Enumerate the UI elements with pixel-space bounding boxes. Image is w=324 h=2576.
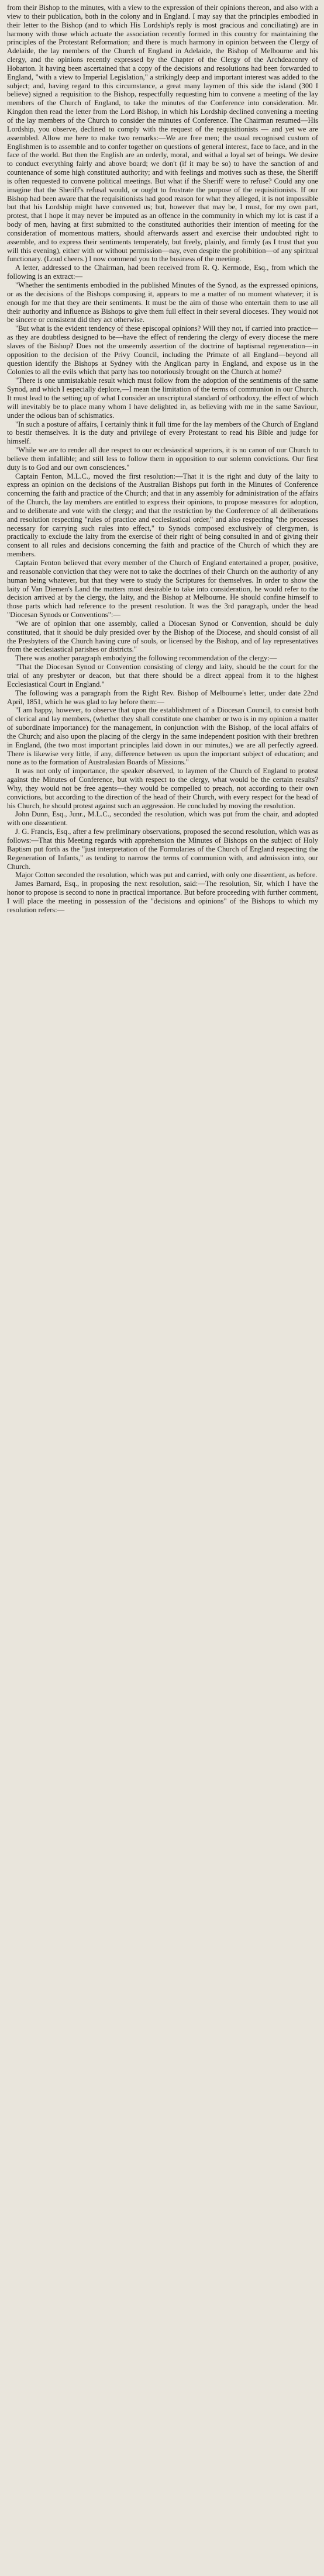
paragraph-letter-intro: A letter, addressed to the Chairman, had been received from R. Q. Kermode, Esq., from which the following is an extract:— [7,264,318,281]
paragraph-fenton-conclusion: It was not only of importance, the speaker observed, to laymen of the Church of England to protest against the Minutes of Conference, but with respect to the clergy, what would be the certain results? Why, they would not be free agents—they would be compelled to preach, not according to their own convictions, but according to the direction of the head of their Church, with every respect for the head of his Church, he should protest against such an aggression. He concluded by moving the resolution. [7,767,318,810]
paragraph-letter-extract-4: "In such a posture of affairs, I certainly think it full time for the lay members of the Church of England to bestir themselves. It is the duty and privilege of every Protestant to read his Bible and judge for himself. [7,420,318,446]
paragraph-fenton-speech: Captain Fenton believed that every member of the Church of England entertained a proper, positive, and reasonable conviction that they were not to take the doctrines of their Church on the authority of any human being whatever, but that they were to study the Scriptures for themselves. In order to show the laity of Van Diemen's Land the matters most desirable to take into consideration, he would refer to the decision arrived at by the clergy, the laity, and the Bishop at Melbourne. He should confine himself to those parts which had reference to the present resolution. It was the 3rd paragraph, under the head "Diocesan Synods or Conventions":— [7,559,318,619]
paragraph-letter-extract-2: "But what is the evident tendency of these episcopal opinions? Will they not, if carried into practice—as they are doubtless designed to be—have the effect of rendering the clergy of every diocese the mere slaves of the Bishop? Does not the unseemly assertion of the doctrine of baptismal regeneration—in opposition to the decision of the Privy Council, including the Primate of all England—beyond all question identify the Bishops at Sydney with the Anglican party in England, and expose us in the Colonies to all the evils which that party has too notoriously brought on the Church at home? [7,324,318,376]
paragraph-bishop-letter-intro: The following was a paragraph from the Right Rev. Bishop of Melbourne's letter, under date 22nd April, 1851, which he was glad to lay before them:— [7,688,318,706]
paragraph-melbourne-quote-1: "We are of opinion that one assembly, called a Diocesan Synod or Convention, should be duly constituted, that it should be duly presided over by the Bishop of the Diocese, and should consist of all the Presbyters of the Church having cure of souls, or licensed by the Bishop, and of lay representatives from the ecclesiastical parishes or districts." [7,619,318,654]
paragraph-another-paragraph: There was another paragraph embodying the following recommendation of the clergy:— [15,654,277,663]
paragraph-cotton-seconded: Major Cotton seconded the resolution, which was put and carried, with only one dissentient, as before. [15,871,318,880]
paragraph-chairman-address: from their Bishop to the minutes, with a view to the expression of their opinions thereon, and also with a view to their publication, both in the colony and in England. I may say that the principles embodied in their letter to the Bishop (and to which His Lordship's reply is most gracious and conciliating) are in harmony with those which actuate the association recently formed in this country for maintaining the principles of the Protestant Reformation; and there is much harmony in opinion between the Clergy of Adelaide, the lay members of the Church of England in Adelaide, the Bishop of Melbourne and his clergy, and the opinions recently expressed by the Chapter of the Clergy of the Archdeaconry of Hobarton. It having been ascertained that a copy of the decisions and resolutions had been forwarded to England, "with a view to Imperial Legislation," a strikingly deep and important interest was added to the subject; and, having regard to this circumstance, a great many laymen of this side the island (300 I believe) signed a requisition to the Bishop, respectfully requesting him to convene a meeting of the lay members of the Church of England, to take the minutes of the Conference into consideration. Mr. Kingdon then read the letter from the Lord Bishop, in which his Lordship declined convening a meeting of the lay members of the Church to consider the minutes of Conference. The Chairman resumed—His Lordship, you observe, declined to comply with the request of the requisitionists — and yet we are assembled. Allow me here to make two remarks:—We are free men; the usual recognised custom of Englishmen is to assemble and to confer together on questions of general interest, face to face, and in the face of the world. But then the English are an orderly, moral, and withal a loyal set of beings. We desire to conduct everything fairly and above board; we don't (if it may be so) to have the sanction of and countenance of some high constituted authority; and with feelings and motives such as these, the Sheriff is often requested to convene political meetings. But what if the Sheriff were to refuse? Could any one imagine that the Sheriff's refusal would, or ought to frustrate the purpose of the requisitionists. If our Bishop had been aware that the requisitionists had good reason for what they alleged, it is not impossible but that his Lordship might have convened us; but, however that may be, I must, for my own part, protest, that I hope it may never be imputed as an offence in the community in which my lot is cast if a body of men, having at first submitted to the constituted authorities their intention of meeting for the consideration of momentous matters, should afterwards assert and exercise their undoubted right to assemble, and to express their sentiments temperately, but freely, plainly, and firmly (as I trust that you will this evening), either with or without permission—nay, even despite the prohibition—of any spiritual functionary. (Loud cheers.) I now commend you to the business of the meeting. [7,4,318,264]
paragraph-first-resolution: Captain Fenton, M.L.C., moved the first resolution:—That it is the right and duty of the laity to express an opinion on the decisions of the Australian Bishops put forth in the Minutes of Conference concerning the faith and practice of the Church; and that in any assembly for administration of the affairs of the Church, the lay members are entitled to express their opinions, to propose measures for adoption, and to deliberate and vote with the clergy; and that the restriction by the Conference of all deliberations and resolution respecting "rules of practice and ecclesiastical order," and also respecting "the processes necessary for carrying such rules into effect," to Synods composed exclusively of clergymen, is practically to exclude the laity from the exercise of their right of being consulted in and of giving their consent to all rules and decisions concerning the faith and practice of the Church of which they are members. [7,472,318,559]
paragraph-bishop-letter-quote: "I am happy, however, to observe that upon the establishment of a Diocesan Council, to consist both of clerical and lay members, (whether they shall constitute one chamber or two is in my opinion a matter of subordinate importance) for the management, in conjunction with the Bishop, of the local affairs of the Church; and also upon the placing of the clergy in the same independent position with their brethren in England, (the two most important principles laid down in our minutes,) we are all perfectly agreed. There is likewise very little, if any, difference between us upon the important subject of education; and none as to the formation of Australasian Boards of Missions." [7,706,318,767]
paragraph-letter-extract-3: "There is one unmistakable result which must follow from the adoption of the sentiments of the same Synod, and which I especially deplore,—I mean the limitation of the terms of communion in our Church. It must lead to the setting up of what I consider an unscriptural standard of orthodoxy, the effect of which will inevitably be to place many whom I have delighted in, as believing with me in the same Saviour, under the odious ban of schismatics. [7,376,318,420]
paragraph-melbourne-quote-2: "That the Diocesan Synod or Convention consisting of clergy and laity, should be the court for the trial of any presbyter or deacon, but that there should be a direct appeal from it to the highest Ecclesiastical Court in England." [7,663,318,688]
paragraph-letter-extract-5: "While we are to render all due respect to our ecclesiastical superiors, it is no canon of our Church to believe them infallible; and still less to follow them in opposition to our solemn convictions. Our first duty is to God and our own consciences." [7,446,318,472]
paragraph-letter-extract-1: "Whether the sentiments embodied in the published Minutes of the Synod, as the expressed opinions, or as the decisions of the Bishops composing it, appears to me a matter of no moment whatever; it is enough for me that they are their sentiments. It must be the aim of those who entertain them to use all their authority and influence as Bishops to give them full effect in their several dioceses. They would not be sincere or consistent did they act otherwise. [7,281,318,324]
paragraph-barnard-resolution: James Barnard, Esq., in proposing the next resolution, said:—The resolution, Sir, which I have the honor to propose is second to none in practical importance. But before proceeding with further comment, I will place the meeting in possession of the "decisions and opinions" of the Bishops to which my resolution refers:— [7,880,318,914]
paragraph-dunn-seconded: John Dunn, Esq., Junr., M.L.C., seconded the resolution, which was put from the chair, and adopted with one dissentient. [7,810,318,827]
paragraph-second-resolution: J. G. Francis, Esq., after a few preliminary observations, proposed the second resolution, which was as follows:—That this Meeting regards with apprehension the Minutes of Bishops on the subject of Holy Baptism put forth as the "just interpretation of the Formularies of the Church of England respecting the Regeneration of Infants," as tending to narrow the terms of communion with, and admission into, our Church. [7,827,318,871]
